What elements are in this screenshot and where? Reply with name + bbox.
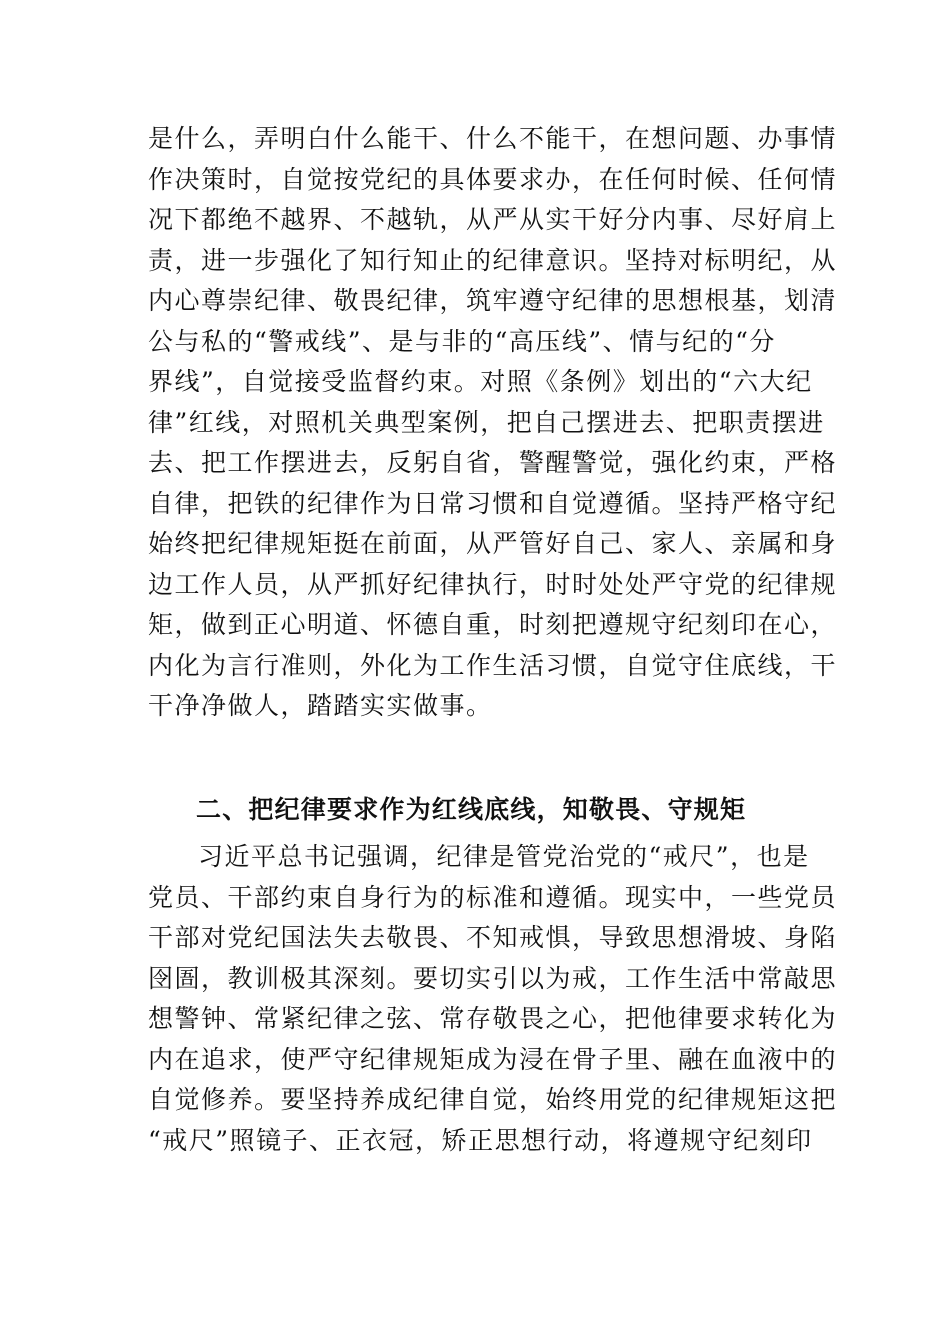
text-line: 习近平总书记强调，纪律是管党治党的“戒尺”，也是 <box>198 842 810 871</box>
text-line: 党员、干部约束自身行为的标准和遵循。现实中，一些党员 <box>148 882 838 912</box>
text-line: 律”红线，对照机关典型案例，把自己摆进去、把职责摆进 <box>148 407 825 437</box>
text-line: 公与私的“警戒线”、是与非的“高压线”、情与纪的“分 <box>148 326 776 356</box>
text-line: 内化为言行准则，外化为工作生活习惯，自觉守住底线，干 <box>148 650 838 680</box>
text-line: 边工作人员，从严抓好纪律执行，时时处处严守党的纪律规 <box>148 569 838 599</box>
section-heading: 二、把纪律要求作为红线底线，知敬畏、守规矩 <box>196 795 747 824</box>
text-line: 界线”，自觉接受监督约束。对照《条例》划出的“六大纪 <box>148 367 813 396</box>
paragraph-discipline-awareness <box>148 119 838 727</box>
text-line: 内心尊崇纪律、敬畏纪律，筑牢遵守纪律的思想根基，划清 <box>148 286 838 315</box>
paragraph-red-line-bottom-line <box>148 837 838 1161</box>
text-line: 责，进一步强化了知行知止的纪律意识。坚持对标明纪，从 <box>148 245 838 275</box>
text-line: 自觉修养。要坚持养成纪律自觉，始终用党的纪律规矩这把 <box>148 1085 838 1114</box>
text-line: 是什么，弄明白什么能干、什么不能干，在想问题、办事情 <box>148 124 838 153</box>
text-line: 想警钟、常紧纪律之弦、常存敬畏之心，把他律要求转化为 <box>148 1004 838 1033</box>
text-line: 始终把纪律规矩挺在前面，从严管好自己、家人、亲属和身 <box>148 529 838 558</box>
text-line: 干部对党纪国法失去敬畏、不知戒惧，导致思想滑坡、身陷 <box>148 923 838 952</box>
text-line: “戒尺”照镜子、正衣冠，矫正思想行动，将遵规守纪刻印 <box>148 1125 813 1155</box>
text-line: 囹圄，教训极其深刻。要切实引以为戒，工作生活中常敲思 <box>148 963 838 993</box>
text-line: 去、把工作摆进去，反躬自省，警醒警觉，强化约束，严格 <box>148 448 838 477</box>
text-line: 自律，把铁的纪律作为日常习惯和自觉遵循。坚持严格守纪 <box>148 488 838 518</box>
text-line: 内在追求，使严守纪律规矩成为浸在骨子里、融在血液中的 <box>148 1044 838 1074</box>
text-line: 况下都绝不越界、不越轨，从严从实干好分内事、尽好肩上 <box>148 205 838 234</box>
text-line: 作决策时，自觉按党纪的具体要求办，在任何时候、任何情 <box>148 164 838 194</box>
text-line: 干净净做人，踏踏实实做事。 <box>148 691 493 720</box>
text-line: 矩，做到正心明道、怀德自重，时刻把遵规守纪刻印在心， <box>148 610 838 639</box>
